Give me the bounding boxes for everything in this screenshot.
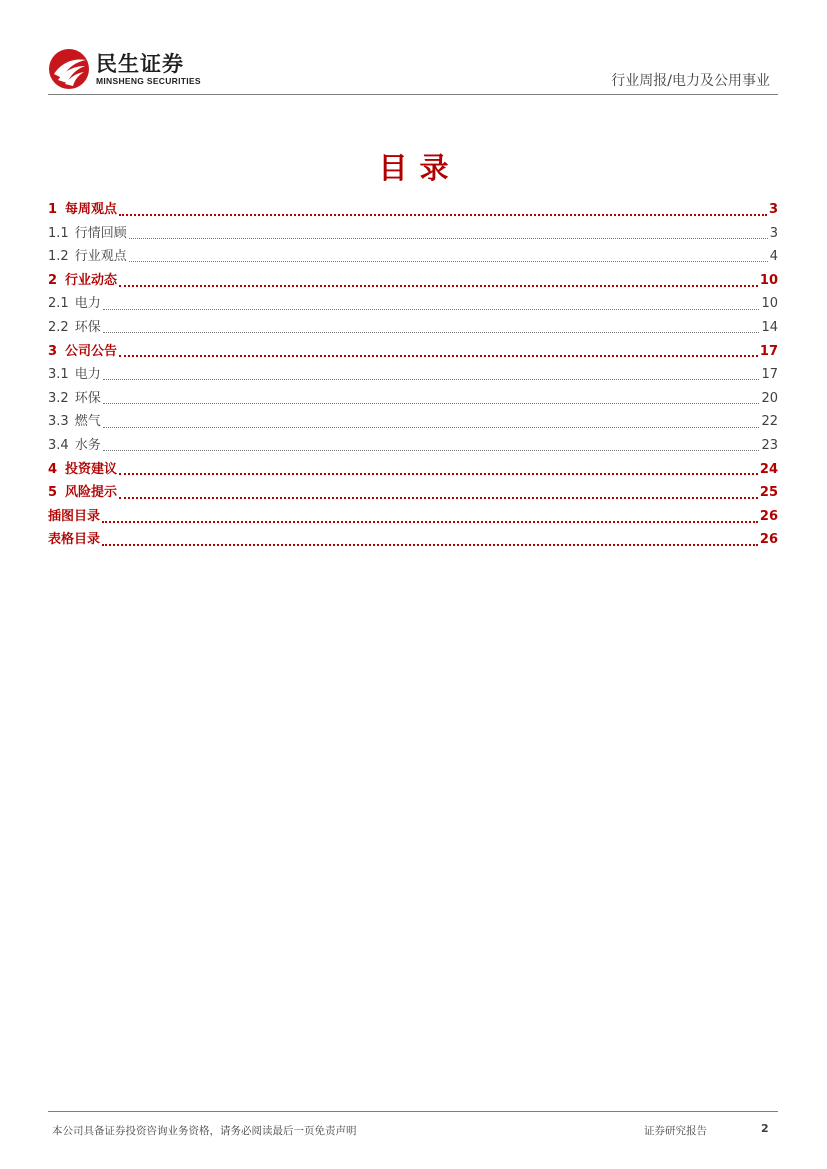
- toc-entry[interactable]: [48, 434, 778, 458]
- toc-entry[interactable]: [48, 292, 778, 316]
- toc-leader-dots: [102, 544, 758, 546]
- toc-entry-label: [48, 340, 117, 364]
- toc-entry-page: 23: [761, 437, 778, 453]
- toc-entry-label: [48, 292, 101, 316]
- minsheng-logo-icon: [48, 48, 90, 90]
- toc-entry-page: 14: [761, 319, 778, 335]
- toc-leader-dots: [103, 450, 760, 451]
- toc-entry-text: 燃气: [74, 414, 101, 430]
- toc-entry-page: 22: [761, 414, 778, 430]
- toc-leader-dots: [119, 473, 758, 475]
- toc-entry[interactable]: [48, 363, 778, 387]
- toc-entry-text: 插图目录: [48, 508, 101, 524]
- toc-leader-dots: [129, 238, 768, 239]
- toc-entry[interactable]: [48, 410, 778, 434]
- toc-entry-text: 水务: [74, 437, 101, 453]
- toc-leader-dots: [103, 332, 760, 333]
- company-logo: [48, 48, 201, 90]
- toc-entry-page: 26: [759, 532, 778, 548]
- toc-entry-number: 1.2: [48, 249, 69, 265]
- toc-entry[interactable]: [48, 316, 778, 340]
- page-header: [48, 44, 778, 96]
- toc-entry-number: 3.1: [48, 367, 69, 383]
- toc-entry[interactable]: [48, 245, 778, 269]
- toc-entry-page: 3: [769, 225, 778, 241]
- toc-entry-text: 电力: [74, 296, 101, 312]
- toc-entry[interactable]: [48, 222, 778, 246]
- toc-leader-dots: [103, 309, 760, 310]
- toc-entry-label: [48, 458, 117, 482]
- toc-entry-text: 电力: [74, 367, 101, 383]
- toc-entry-number: 3.3: [48, 414, 69, 430]
- toc-leader-dots: [103, 403, 760, 404]
- toc-entry-label: [48, 245, 127, 269]
- toc-entry-number: 1.1: [48, 225, 69, 241]
- toc-entry[interactable]: [48, 269, 778, 293]
- table-of-contents: [48, 198, 778, 552]
- toc-leader-dots: [119, 285, 758, 287]
- toc-entry-text: 投资建议: [65, 461, 118, 477]
- toc-entry-page: 24: [759, 461, 778, 477]
- toc-entry-label: [48, 505, 100, 529]
- report-category: 行业周报/电力及公用事业: [611, 73, 770, 89]
- toc-entry-label: [48, 434, 101, 458]
- toc-entry-label: [48, 198, 117, 222]
- toc-entry[interactable]: [48, 458, 778, 482]
- toc-entry-label: [48, 316, 101, 340]
- toc-entry-number: 3: [48, 343, 58, 359]
- toc-entry[interactable]: [48, 387, 778, 411]
- toc-leader-dots: [103, 427, 760, 428]
- toc-entry-text: 表格目录: [48, 532, 101, 548]
- toc-entry-label: [48, 481, 117, 505]
- toc-entry-page: 26: [759, 508, 778, 524]
- toc-entry-text: 环保: [74, 390, 101, 406]
- toc-leader-dots: [103, 379, 760, 380]
- footer-divider: [48, 1111, 778, 1112]
- toc-entry-page: 3: [768, 202, 778, 217]
- page-number: 2: [761, 1122, 769, 1135]
- toc-entry-label: [48, 222, 127, 246]
- toc-entry-text: 行业观点: [74, 249, 127, 265]
- toc-entry[interactable]: [48, 340, 778, 364]
- toc-leader-dots: [119, 497, 758, 499]
- toc-entry-number: 2.1: [48, 296, 69, 312]
- toc-entry-number: 5: [48, 485, 58, 501]
- toc-leader-dots: [102, 521, 758, 523]
- toc-entry[interactable]: [48, 528, 778, 552]
- toc-entry[interactable]: [48, 481, 778, 505]
- toc-entry-number: 1: [48, 202, 58, 217]
- toc-entry-page: 17: [759, 343, 778, 359]
- toc-entry-number: 3.2: [48, 390, 69, 406]
- header-divider: [48, 94, 778, 95]
- toc-entry-page: 10: [759, 272, 778, 288]
- toc-leader-dots: [119, 355, 758, 357]
- footer-disclaimer: 本公司具备证券投资咨询业务资格，请务必阅读最后一页免责声明: [52, 1125, 357, 1137]
- toc-entry-label: [48, 363, 101, 387]
- toc-entry-page: 20: [761, 390, 778, 406]
- toc-entry-page: 10: [761, 296, 778, 312]
- toc-entry-number: 3.4: [48, 437, 69, 453]
- toc-entry-page: 17: [761, 367, 778, 383]
- toc-entry-label: [48, 269, 117, 293]
- toc-entry-number: 2: [48, 272, 58, 288]
- toc-entry-text: 行情回顾: [74, 225, 127, 241]
- toc-entry-label: [48, 528, 100, 552]
- toc-leader-dots: [119, 214, 767, 216]
- toc-entry-page: 4: [769, 249, 778, 265]
- toc-entry-text: 环保: [74, 319, 101, 335]
- toc-entry[interactable]: [48, 505, 778, 529]
- toc-title: 目录: [378, 151, 461, 185]
- toc-entry-label: [48, 410, 101, 434]
- toc-entry-text: 每周观点: [65, 202, 118, 217]
- toc-entry-text: 公司公告: [65, 343, 118, 359]
- toc-entry-text: 行业动态: [65, 272, 118, 288]
- toc-entry-number: 2.2: [48, 319, 69, 335]
- toc-entry-number: 4: [48, 461, 58, 477]
- toc-entry-page: 25: [759, 485, 778, 501]
- logo-en-text: MINSHENG SECURITIES: [96, 76, 201, 86]
- toc-entry[interactable]: [48, 198, 778, 222]
- toc-leader-dots: [129, 261, 768, 262]
- logo-cn-text: 民生证券: [96, 52, 184, 76]
- toc-entry-label: [48, 387, 101, 411]
- toc-entry-text: 风险提示: [65, 485, 118, 501]
- footer-doc-type: 证券研究报告: [644, 1125, 707, 1137]
